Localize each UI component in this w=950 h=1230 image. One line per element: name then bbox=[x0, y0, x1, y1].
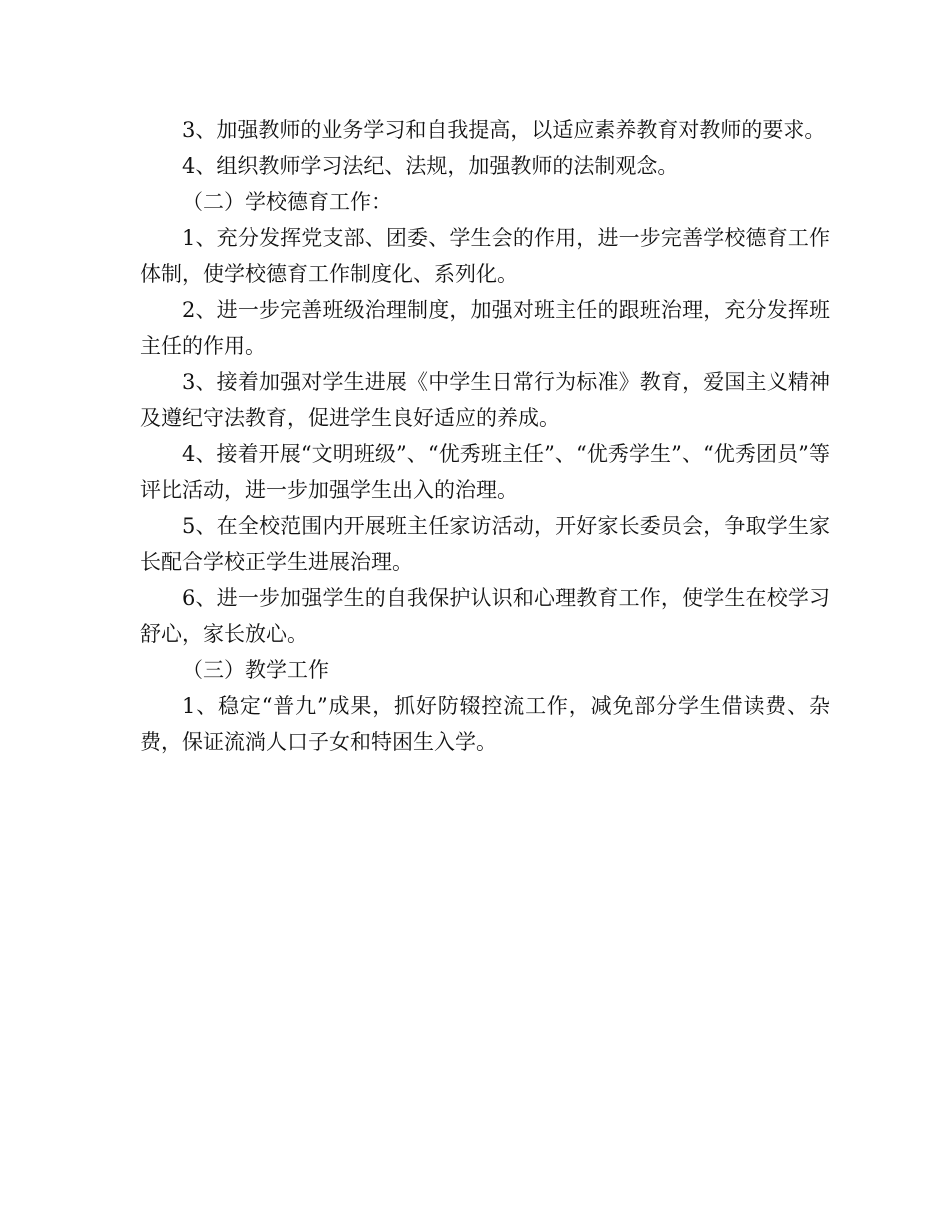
paragraph-enrollment: 1、稳定“普九”成果，抓好防辍控流工作，减免部分学生借读费、杂费，保证流淌人口子女和特困生入学。 bbox=[140, 694, 830, 754]
paragraph-class-management: 2、进一步完善班级治理制度，加强对班主任的跟班治理，充分发挥班主任的作用。 bbox=[140, 298, 830, 358]
document-body bbox=[140, 112, 830, 760]
paragraph-self-protection: 6、进一步加强学生的自我保护认识和心理教育工作，使学生在校学习舒心，家长放心。 bbox=[140, 586, 830, 646]
section-heading-moral-education: （二）学校德育工作： bbox=[182, 190, 392, 214]
paragraph-home-visits: 5、在全校范围内开展班主任家访活动，开好家长委员会，争取学生家长配合学校正学生进展治理。 bbox=[140, 514, 830, 574]
paragraph-teacher-law: 4、组织教师学习法纪、法规，加强教师的法制观念。 bbox=[182, 154, 679, 178]
paragraph-teacher-study: 3、加强教师的业务学习和自我提高，以适应素养教育对教师的要求。 bbox=[182, 118, 826, 142]
section-heading-teaching: （三）教学工作 bbox=[182, 658, 329, 682]
paragraph-moral-system: 1、充分发挥党支部、团委、学生会的作用，进一步完善学校德育工作体制，使学校德育工作制度化、系列化。 bbox=[140, 226, 830, 286]
paragraph-evaluation-activities: 4、接着开展“文明班级”、“优秀班主任”、“优秀学生”、“优秀团员”等评比活动，进一步加强学生出入的治理。 bbox=[140, 442, 830, 502]
paragraph-behavior-standard: 3、接着加强对学生进展《中学生日常行为标准》教育，爱国主义精神及遵纪守法教育，促进学生良好适应的养成。 bbox=[140, 370, 830, 430]
